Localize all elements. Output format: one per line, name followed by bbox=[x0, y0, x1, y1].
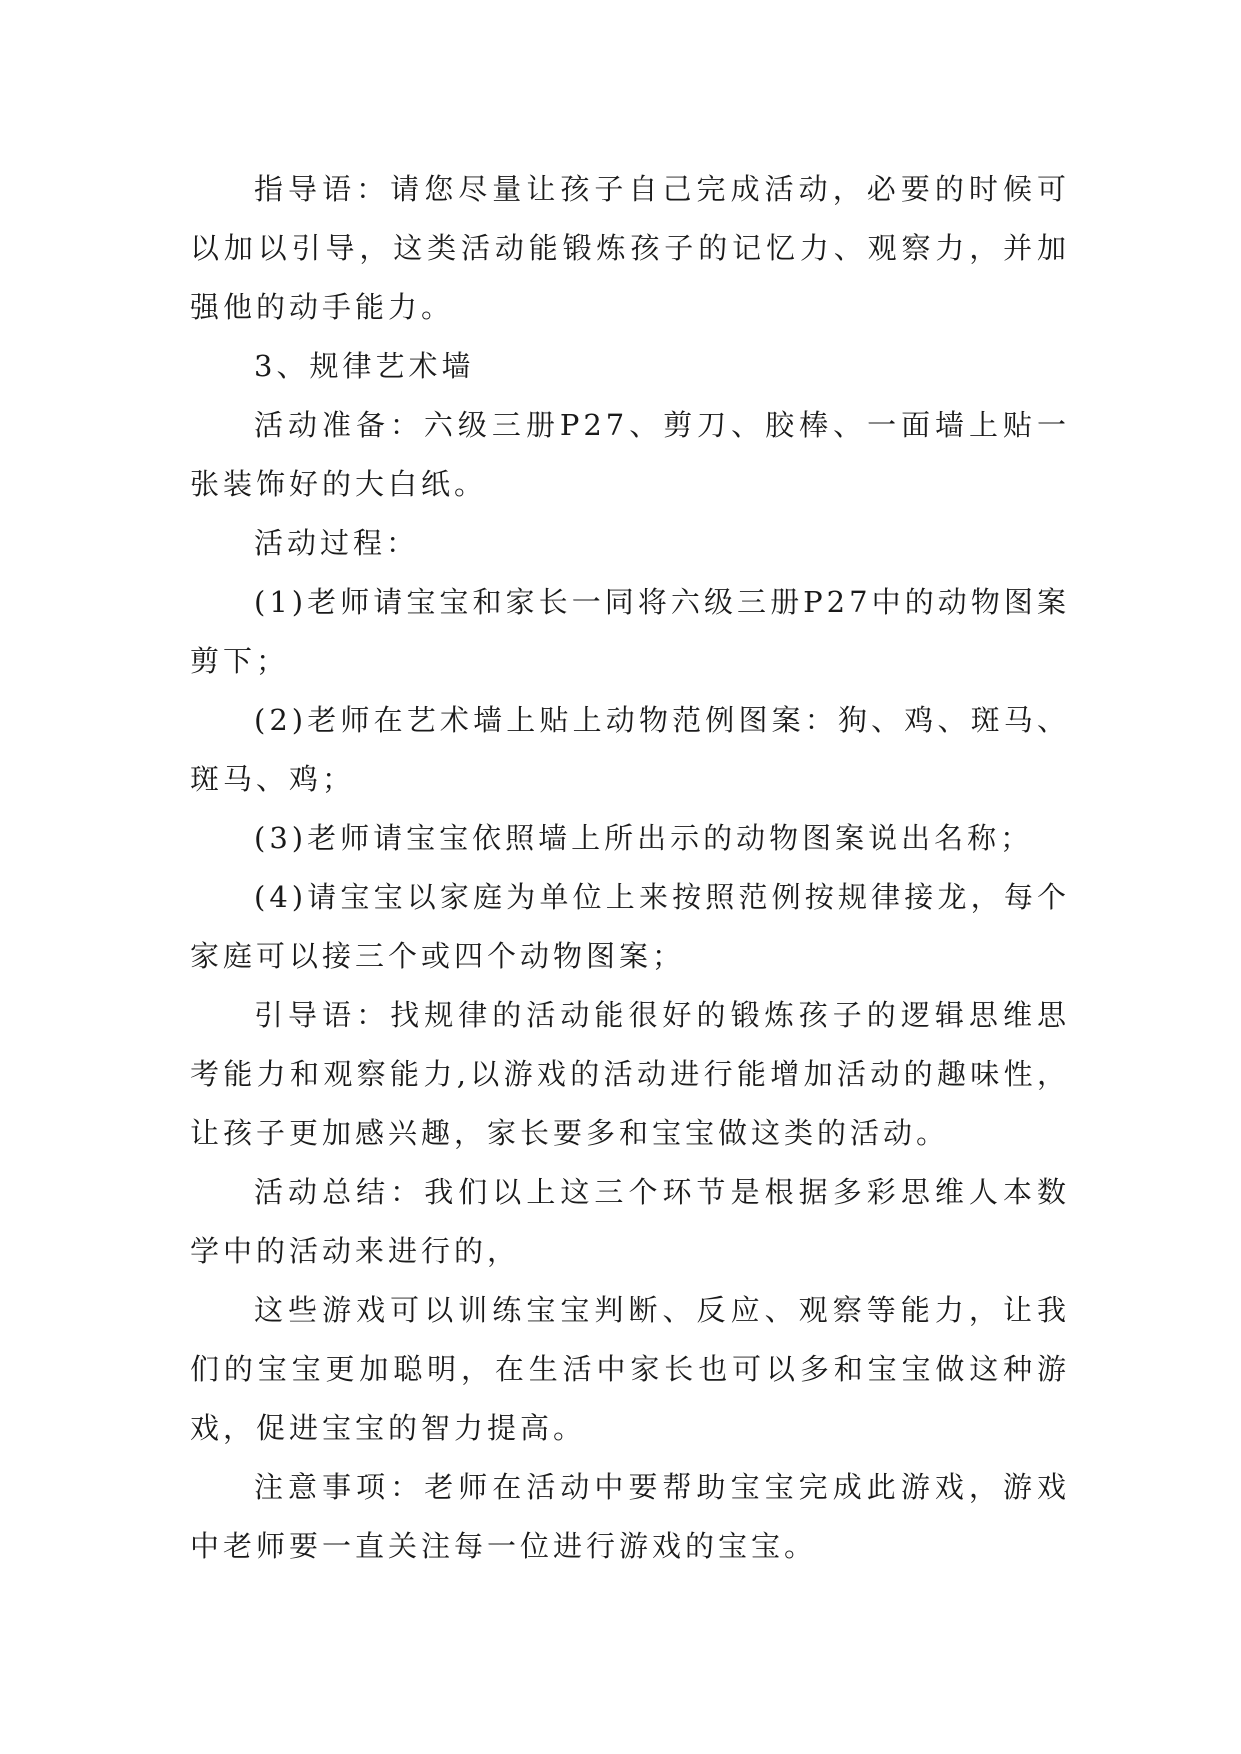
notes-paragraph: 注意事项：老师在活动中要帮助宝宝完成此游戏，游戏中老师要一直关注每一位进行游戏的宝宝。 bbox=[190, 1470, 1070, 1563]
document-body bbox=[190, 160, 1070, 1576]
process-step-2: (2)老师在艺术墙上贴上动物范例图案：狗、鸡、斑马、斑马、鸡； bbox=[190, 703, 1070, 796]
guidance-paragraph: 指导语：请您尽量让孩子自己完成活动，必要的时候可以加以引导，这类活动能锻炼孩子的记忆力、观察力，并加强他的动手能力。 bbox=[190, 172, 1070, 324]
process-step-4: (4)请宝宝以家庭为单位上来按照范例按规律接龙，每个家庭可以接三个或四个动物图案； bbox=[190, 880, 1070, 973]
section-heading-rule-art-wall: 3、规律艺术墙 bbox=[254, 349, 475, 383]
activity-preparation-paragraph: 活动准备：六级三册P27、剪刀、胶棒、一面墙上贴一张装饰好的大白纸。 bbox=[190, 408, 1070, 501]
process-step-3: (3)老师请宝宝依照墙上所出示的动物图案说出名称； bbox=[254, 821, 1034, 855]
activity-summary-paragraph: 活动总结：我们以上这三个环节是根据多彩思维人本数学中的活动来进行的， bbox=[190, 1175, 1070, 1268]
process-step-1: (1)老师请宝宝和家长一同将六级三册P27中的动物图案剪下； bbox=[190, 585, 1070, 678]
activity-process-heading: 活动过程： bbox=[254, 526, 420, 560]
games-benefit-paragraph: 这些游戏可以训练宝宝判断、反应、观察等能力，让我们的宝宝更加聪明，在生活中家长也可以多和宝宝做这种游戏，促进宝宝的智力提高。 bbox=[190, 1293, 1070, 1445]
leading-words-paragraph: 引导语：找规律的活动能很好的锻炼孩子的逻辑思维思考能力和观察能力,以游戏的活动进行能增加活动的趣味性，让孩子更加感兴趣，家长要多和宝宝做这类的活动。 bbox=[190, 998, 1070, 1150]
